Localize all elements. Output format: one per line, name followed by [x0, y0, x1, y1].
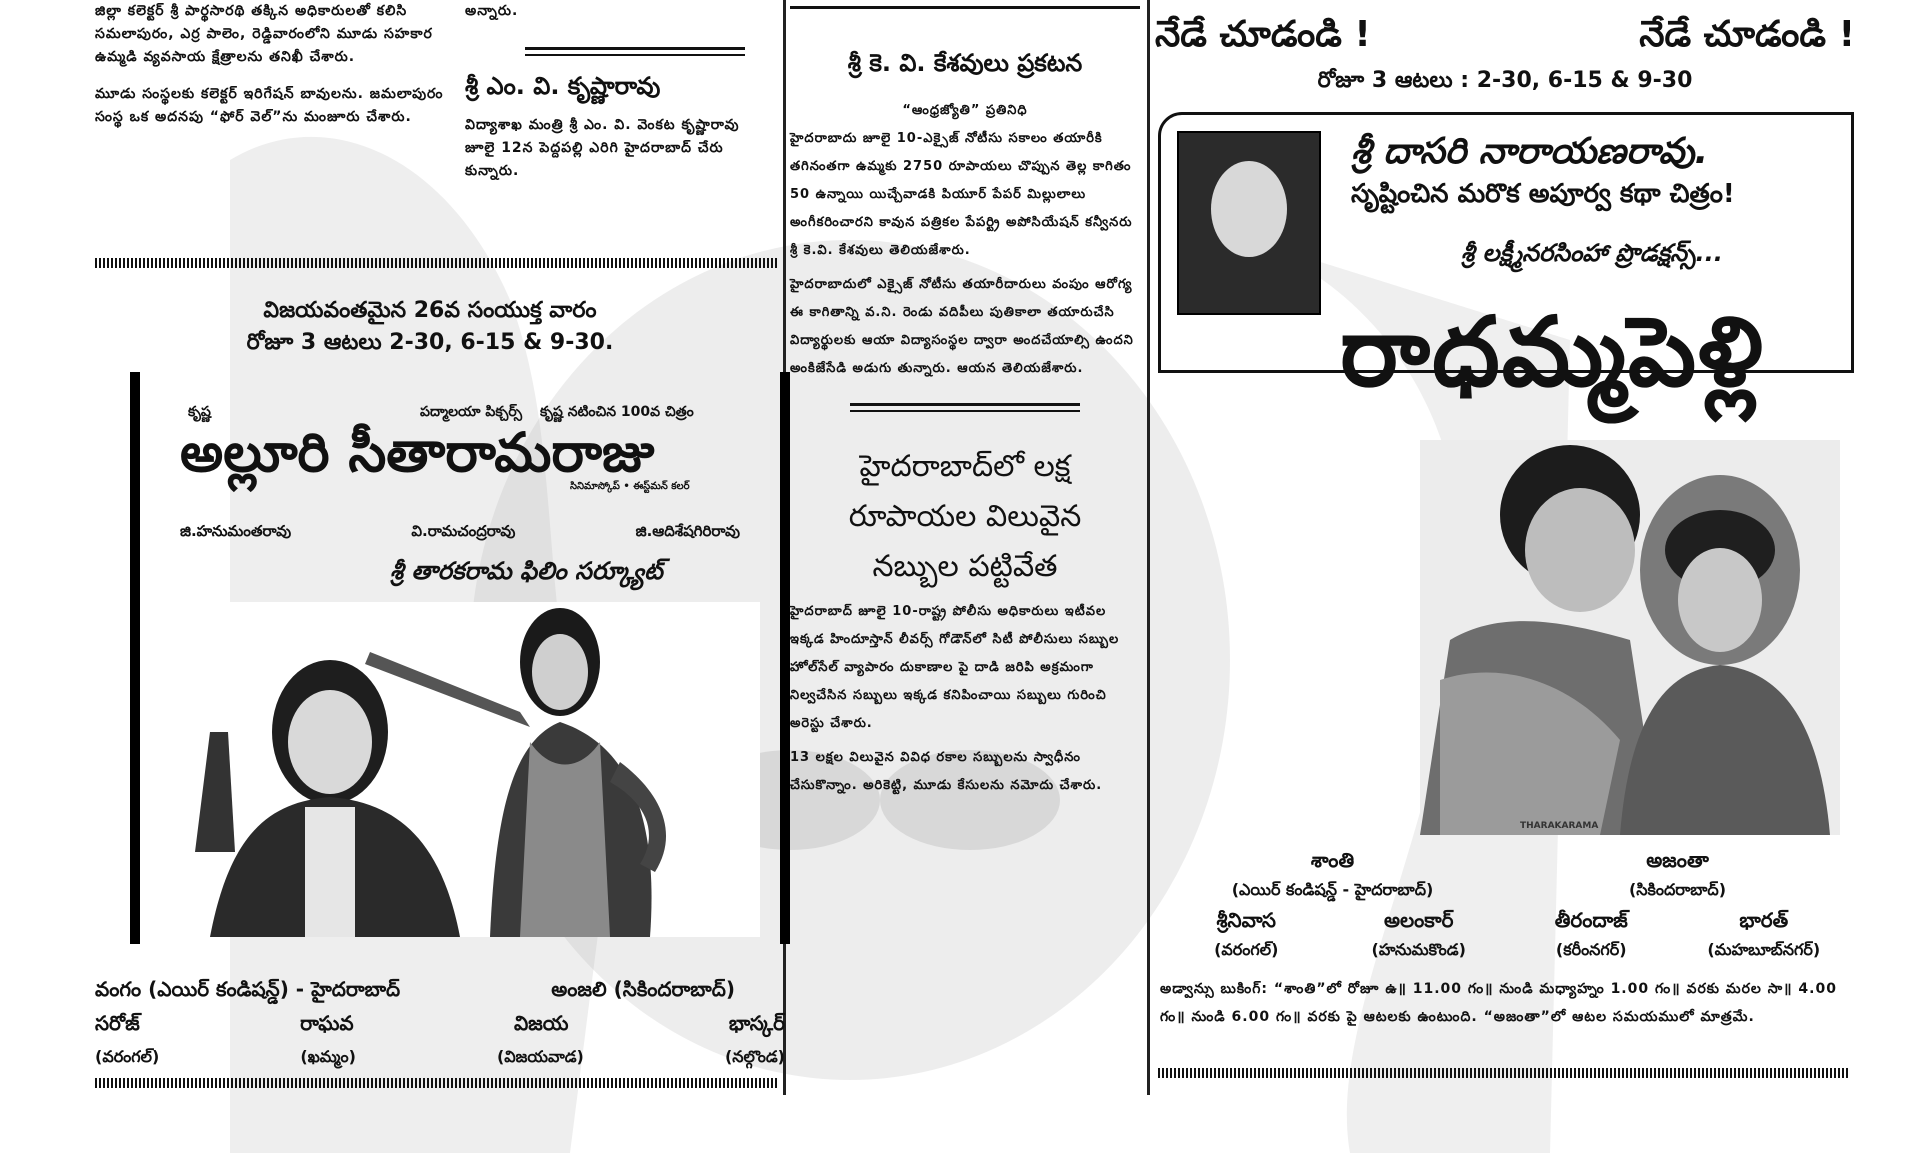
theatre-location: (ఖమ్మం): [300, 1047, 356, 1066]
theatre-name: భాస్కర్: [728, 1011, 785, 1035]
section-divider-left-bottom: [95, 1078, 778, 1088]
section-divider-left: [95, 258, 778, 268]
news-heading-keshavulu: శ్రీ కె. వి. కేశవులు ప్రకటన: [847, 49, 1083, 77]
ad-credit-star: కృష్ణ: [188, 404, 211, 420]
ad-showtimes: రోజూ 3 ఆటలు 2-30, 6-15 & 9-30.: [246, 330, 614, 355]
advance-booking-note: అడ్వాన్సు బుకింగ్: “శాంతి”లో రోజూ ఉ॥ 11.00 గం॥ నుండి మధ్యాహ్నం 1.00 గం॥ వరకు మరల సా॥ 4.00 గం॥ నుండి 6.00 గం॥ వరకు పై ఆటలకు ఉంటుంది. “అజంతా”లో ఆటల సమయములో మాత్రమే.: [1160, 981, 1837, 1025]
ad-movie-subtitle: సినిమాస్కోప్ • ఈస్ట్‌మన్ కలర్: [570, 481, 690, 492]
movie-ad-right-theatres: [1160, 845, 1850, 905]
theatre-location: (విజయవాడ): [496, 1047, 584, 1066]
news-para-1: హైదరాబాదు జూలై 10-ఎక్సైజ్ నోటీసు సకాలం తయారీకి తగినంతగా ఉమ్మకు 2750 రూపాయలు చొప్పున తెల్ల కాగితం 50 ఉన్నాయి యిచ్చేవాడకి పియూర్ పేపర్ మిల్లులాలు అంగీకరించారని కావున పత్రికల పేపర్ట్రి అపోసియేషన్ కన్వీనరు శ్రీ కె.వి. కేశవులు తెలియజేశారు.: [790, 131, 1133, 258]
ad-crew-2: వి.రామచంద్రరావు: [411, 522, 516, 540]
ad-photo-couple: [1420, 440, 1840, 835]
left-news-col2-heading: శ్రీ ఎం. వి. కృష్ణారావు: [465, 72, 661, 100]
news-para-2: హైదరాబాదులో ఎక్సైజ్ నోటీసు తయారీదారులు వంపుం ఆరోగ్య ఈ కాగితాన్ని వ.ని. రెండు వదిపీలు పుతికాలా తయారుచేసి విద్యార్థులకు ఆయా విద్యాసంస్థల ద్వారా అందచేయాల్సి ఉందని అంకిజేసేడి అడుగు తున్నారు. ఆయన తెలియజేశారు.: [790, 277, 1134, 376]
theatre-name: శ్రీనివాస: [1216, 908, 1276, 932]
left-news-para-1: జిల్లా కలెక్టర్ శ్రీ పార్థసారథి తక్కిన అధికారులతో కలిసి సమలాపురం, ఎర్ర పాలెం, రెడ్డివారంలోని మూడు సహకార ఉమ్మడి వ్యవసాయ క్షేత్రాలను తనిఖీ చేశారు.: [95, 3, 433, 65]
ad-crew-1: జి.హనుమంతరావు: [180, 522, 292, 540]
movie-ad-left-theatres: [95, 972, 785, 1074]
left-news-col2-line: అన్నారు.: [465, 3, 519, 19]
theatre-name: శాంతి: [1310, 848, 1355, 872]
ad-photo-actors: [140, 602, 760, 937]
ad-crew-3: జి.ఆదిశేషగిరిరావు: [635, 522, 740, 540]
column-rule-right: [1147, 0, 1150, 1095]
left-news-col2-para: విద్యాశాఖ మంత్రి శ్రీ ఎం. వి. వెంకట కృష్ణారావు జూలై 12న పెద్దపల్లి ఎరిగి హైదరాబాద్ చేరు కున్నారు.: [465, 117, 740, 179]
top-rule: [790, 0, 1140, 9]
theatre-name: రాఘవ: [300, 1011, 354, 1035]
theatre-name: అలంకార్: [1383, 908, 1454, 932]
ad-production: శ్రీ లక్ష్మీనరసింహా ప్రొడక్షన్స్...: [1461, 239, 1723, 267]
ad-movie-title: అల్లూరి సీతారామరాజు: [180, 420, 655, 484]
theatre-name: భారత్: [1739, 908, 1789, 932]
theatre-location: (నల్గొండ): [724, 1047, 785, 1066]
director-photo: [1177, 131, 1321, 315]
theatre-main-row: [1160, 845, 1850, 905]
news-para-4: 13 లక్షల విలువైన వివిధ రకాల సబ్బులను స్వాధీనం చేసుకొన్నాం. అరికెట్టి, మూడు కేసులను నమోదు చేశారు.: [790, 750, 1103, 793]
theatre-name: తీరందాజ్: [1554, 908, 1628, 932]
theatre-location: (కరీంనగర్): [1555, 940, 1627, 959]
theatre-location: (వరంగల్): [1214, 940, 1279, 959]
theatre-name: అజంతా: [1646, 848, 1709, 872]
movie-ad-left-header: [150, 295, 710, 359]
theatre-location: (మహబూబ్‌నగర్): [1707, 940, 1821, 959]
heading-line: రూపాయల విలువైన: [848, 499, 1082, 534]
ad-credit-banner: పద్మాలయా పిక్చర్స్: [420, 404, 523, 420]
theatre-row-3: [95, 1040, 785, 1074]
theatre-name: విజయ: [513, 1011, 569, 1035]
heading-line: నబ్బుల పట్టివేత: [872, 549, 1058, 584]
news-heading-soap-seizure: [790, 442, 1140, 592]
middle-news-column: [790, 0, 1140, 800]
ad-credit-100th: కృష్ణ నటించిన 100వ చిత్రం: [540, 404, 694, 420]
news-divider: [850, 403, 1080, 412]
movie-ad-right-theatres-2: [1160, 905, 1850, 965]
ad-showtimes: రోజూ 3 ఆటలు : 2-30, 6-15 & 9-30: [1317, 68, 1693, 93]
ad-tagline: సృష్టించిన మరొక అపూర్వ కథా చిత్రం!: [1351, 179, 1735, 209]
ad-director-name: శ్రీ దాసరి నారాయణరావు.: [1351, 131, 1709, 172]
news-dateline: “ఆంధ్రజ్యోతి” ప్రతినిధి: [902, 103, 1028, 118]
ad-movie-title: రాధమ్మపెళ్లి: [1340, 295, 1765, 408]
heading-line: హైదరాబాద్‌లో లక్ష: [859, 449, 1071, 484]
now-showing-right: నేడే చూడండి !: [1639, 14, 1855, 55]
section-divider-right-bottom: [1158, 1068, 1848, 1078]
now-showing-left: నేడే చూడండి !: [1155, 14, 1371, 55]
theatre-location: (హనుమకొండ): [1371, 940, 1466, 959]
director-face: [1211, 161, 1287, 257]
movie-ad-right-header: [1155, 0, 1855, 98]
ad-distributor: శ్రీ తారకరామ ఫిలిం సర్క్యూట్: [390, 557, 663, 585]
movie-ad-alluri: [130, 372, 790, 944]
theatre-name: అంజలి (సికిందరాబాద్): [551, 977, 735, 1001]
theatre-secondary-row: [1160, 905, 1850, 965]
ad-artist-signature: THARAKARAMA: [1520, 821, 1599, 831]
theatre-location: (సికిందరాబాద్): [1628, 880, 1727, 899]
left-news-para-2: మూడు సంస్థలకు కలెక్టర్ ఇరిగేషన్ బావులను. జమలాపురం సంస్థ ఒక అదనపు “ఫోర్ వెల్”ను మంజూరు చేశారు.: [95, 86, 444, 125]
theatre-row-2: [95, 1006, 785, 1040]
ad-crew-row: [180, 522, 740, 544]
left-news-column-1: [95, 0, 475, 129]
now-showing-row: [1155, 14, 1855, 64]
theatre-row-1: [95, 972, 785, 1006]
theatre-location: (ఎయిర్ కండిషన్డ్ - హైదరాబాద్): [1231, 880, 1434, 899]
heading-divider: [525, 47, 745, 56]
theatre-location: (వరంగల్): [95, 1047, 160, 1066]
left-news-column-2: [465, 0, 765, 183]
theatre-name: వంగం (ఎయిర్ కండిషన్డ్) - హైదరాబాద్: [95, 977, 401, 1001]
theatre-name: సరోజ్: [95, 1011, 140, 1035]
ad-run-week: విజయవంతమైన 26వ సంయుక్త వారం: [263, 298, 597, 323]
news-para-3: హైదరాబాద్ జూలై 10-రాష్ట్ర పోలీసు అధికారులు ఇటీవల ఇక్కడ హిందూస్తాన్ లీవర్స్ గోడౌన్‌లో సిటీ పోలీసులు సబ్బుల హోల్‌సేల్ వ్యాపారం దుకాణాల పై దాడి జరిపి అక్రమంగా నిల్వచేసిన సబ్బులు ఇక్కడ కనిపించాయి సబ్బులు గురించి అరెస్టు చేశారు.: [790, 604, 1120, 731]
